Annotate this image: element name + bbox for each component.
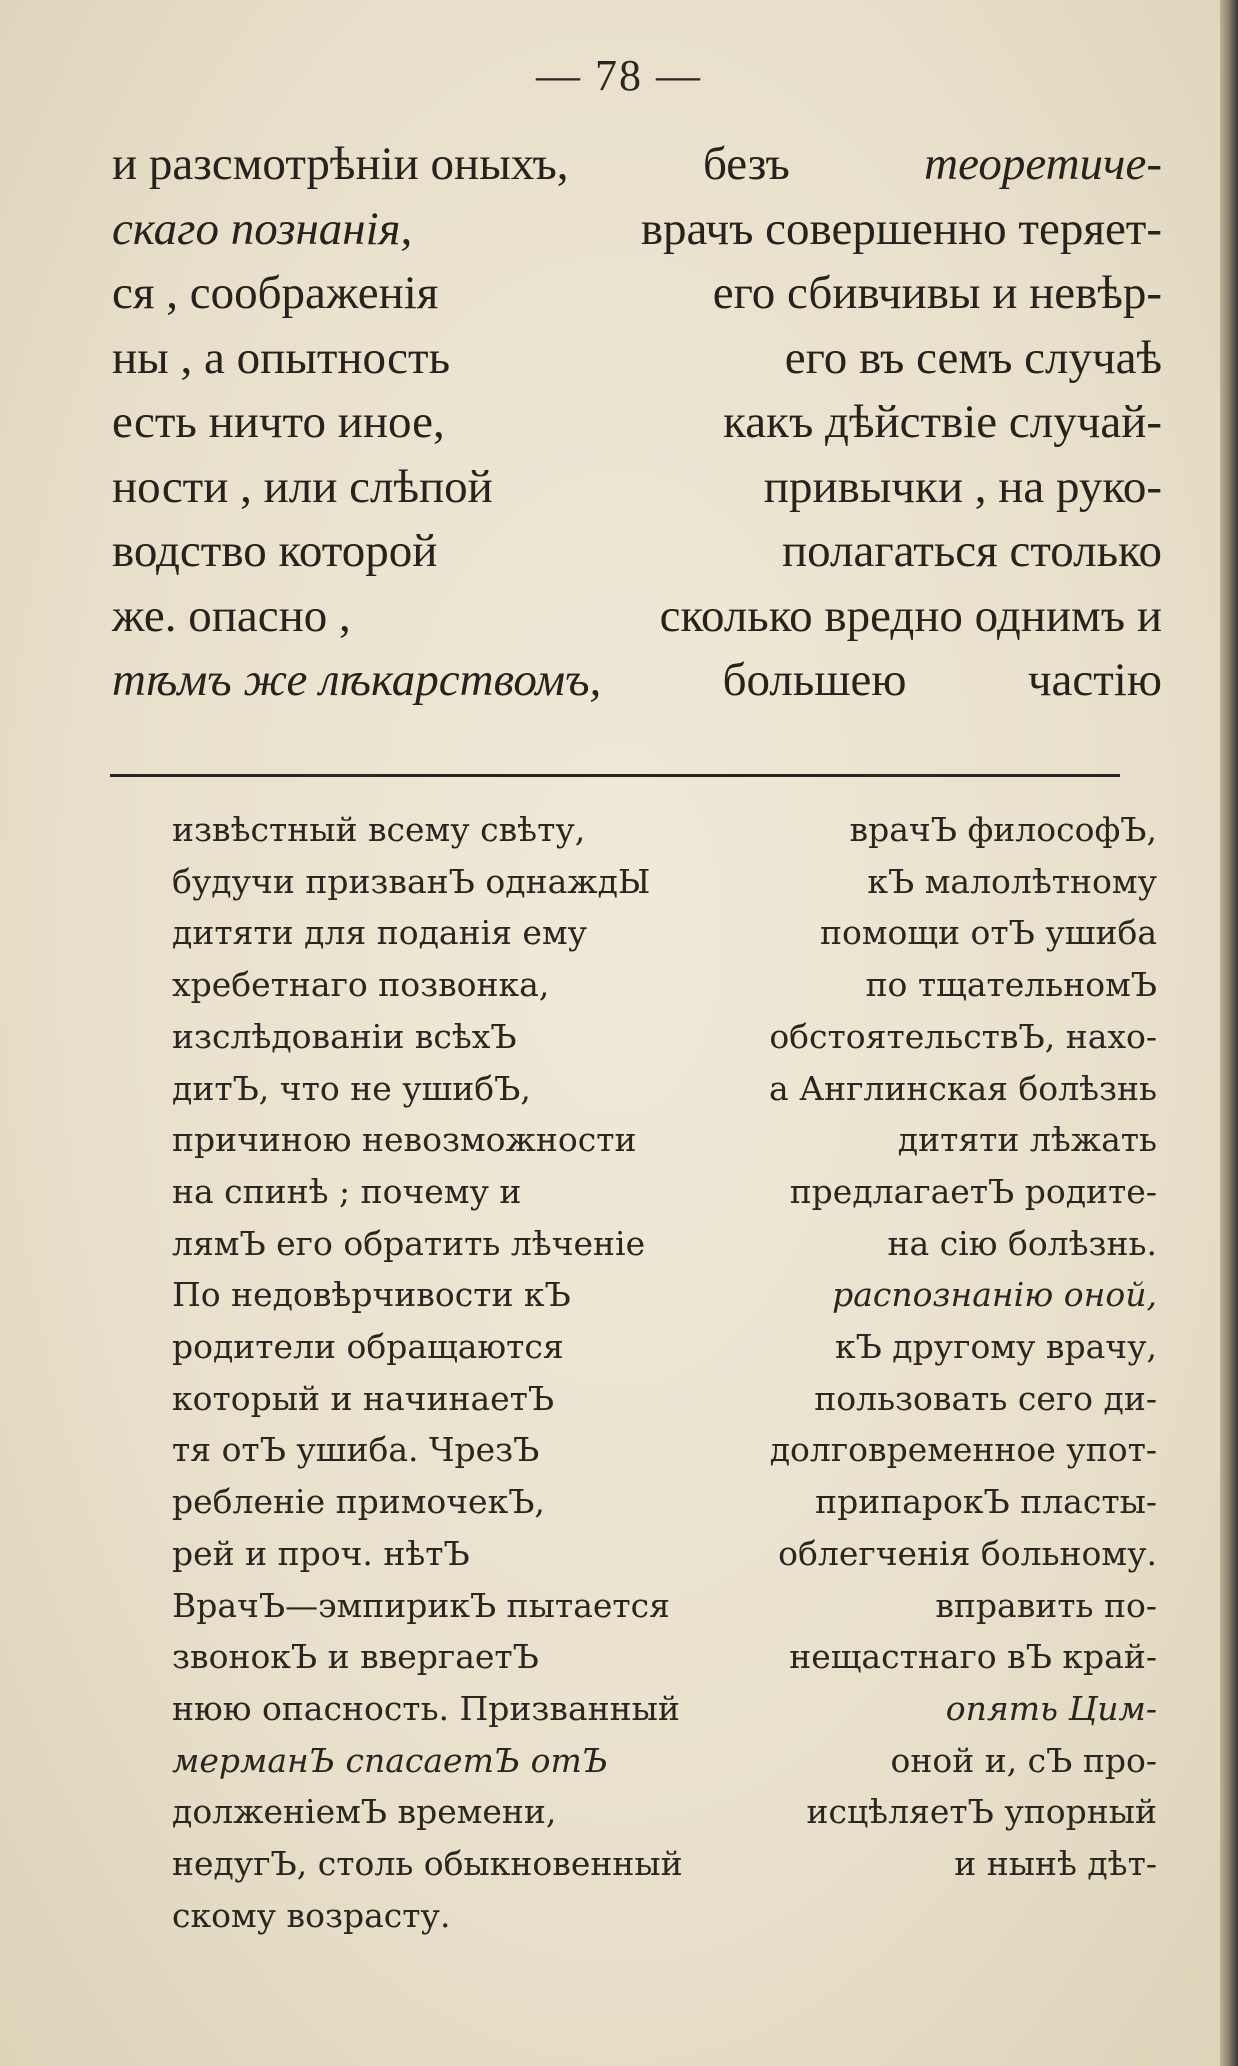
body-line-part: врачъ совершенно теряет- bbox=[640, 202, 1162, 255]
footnote-line-part: долговременное упот- bbox=[769, 1430, 1157, 1470]
footnote-line bbox=[172, 1735, 1157, 1787]
footnote-line-part: пользовать сего ди- bbox=[814, 1378, 1157, 1418]
footnote-line-part: который и начинаетЪ bbox=[172, 1378, 555, 1418]
footnote-text bbox=[172, 804, 1157, 1941]
footnote-line bbox=[172, 1373, 1157, 1425]
footnote-line-part: помощи отЪ ушиба bbox=[819, 913, 1157, 953]
footnote-line-part: кЪ другому врачу, bbox=[834, 1327, 1157, 1367]
footnote-line-part: опять Цим- bbox=[945, 1688, 1157, 1728]
footnote-line bbox=[172, 959, 1157, 1011]
body-line bbox=[112, 455, 1162, 520]
footnote-divider bbox=[110, 774, 1120, 777]
footnote-line-part: нещастнаго вЪ край- bbox=[789, 1637, 1157, 1677]
footnote-line bbox=[172, 1528, 1157, 1580]
body-line-part: полагаться столько bbox=[782, 525, 1162, 577]
footnote-line-part: долженіемЪ времени, bbox=[172, 1792, 557, 1832]
footnote-line-part: по тщательномЪ bbox=[865, 965, 1157, 1005]
footnote-line-part: оной и, сЪ про- bbox=[890, 1740, 1157, 1780]
footnote-line-part: дитЪ, что не ушибЪ, bbox=[172, 1068, 531, 1108]
footnote-line-part: недугЪ, столь обыкновенный bbox=[172, 1844, 683, 1884]
footnote-line bbox=[172, 1476, 1157, 1528]
footnote-line-part: нюю опасность. Призванный bbox=[172, 1688, 680, 1728]
body-line-part: частію bbox=[1027, 654, 1162, 706]
body-line-part: какъ дѣйствіе случай- bbox=[723, 396, 1162, 448]
footnote-line bbox=[172, 1114, 1157, 1166]
footnote-line-part: обстоятельствЪ, нахо- bbox=[769, 1016, 1157, 1056]
footnote-line-part: скому возрасту. bbox=[172, 1895, 451, 1935]
footnote-line-part: родители обращаются bbox=[172, 1327, 564, 1367]
footnote-line-part: лямЪ его обратить лѣченіе bbox=[172, 1223, 646, 1263]
footnote-line-part: врачЪ философЪ, bbox=[849, 810, 1157, 849]
footnote-line-part: изслѣдованіи всѣхЪ bbox=[172, 1016, 517, 1056]
footnote-line-part: вправить по- bbox=[935, 1585, 1157, 1625]
page-number: — 78 — bbox=[536, 51, 702, 100]
footnote-line-part: тя отЪ ушиба. ЧрезЪ bbox=[172, 1430, 540, 1470]
footnote-line bbox=[172, 1321, 1157, 1373]
body-line bbox=[112, 648, 1162, 713]
body-line bbox=[112, 519, 1162, 584]
footnote-line bbox=[172, 1424, 1157, 1476]
footnote-line bbox=[172, 1218, 1157, 1270]
footnote-line-part: рей и проч. нѣтЪ bbox=[172, 1533, 470, 1573]
footnote-line bbox=[172, 1838, 1157, 1890]
footnote-line bbox=[172, 1786, 1157, 1838]
footnote-line-part: предлагаетЪ родите- bbox=[789, 1171, 1157, 1211]
main-body-text bbox=[112, 132, 1162, 713]
footnote-line bbox=[172, 1269, 1157, 1321]
body-line-part: сколько вредно однимъ и bbox=[659, 589, 1162, 642]
body-line bbox=[112, 261, 1162, 326]
body-line-part: большею bbox=[722, 654, 907, 706]
footnote-line-part: ребленіе примочекЪ, bbox=[172, 1482, 545, 1522]
footnote-line bbox=[172, 1166, 1157, 1218]
footnote-line-part: дитяти лѣжать bbox=[897, 1120, 1157, 1160]
body-line-italic: тѣмъ же лѣкарствомъ, bbox=[112, 654, 602, 706]
body-line-italic: скаго познанія, bbox=[112, 202, 413, 255]
footnote-line-part: распознанію оной, bbox=[832, 1275, 1157, 1315]
body-line-part: водство которой bbox=[112, 525, 438, 577]
footnote-line-part: мерманЪ спасаетЪ отЪ bbox=[172, 1740, 608, 1780]
page-edge-shadow bbox=[1220, 0, 1238, 2066]
body-line-part: же. опасно , bbox=[112, 589, 351, 642]
footnote-line-part: дитяти для поданія ему bbox=[172, 913, 588, 953]
footnote-line-part: извѣстный всему свѣту, bbox=[172, 810, 586, 849]
body-line bbox=[112, 197, 1162, 262]
footnote-line-part: и нынѣ дѣт- bbox=[954, 1844, 1157, 1884]
body-line-part: и разсмотрѣніи оныхъ, bbox=[112, 138, 569, 190]
footnote-line-part: исцѣляетЪ упорный bbox=[806, 1792, 1157, 1832]
footnote-line-part: на сію болѣзнь. bbox=[887, 1223, 1157, 1263]
body-line-part: безъ bbox=[702, 138, 790, 190]
footnote-line-part: а Англинская болѣзнь bbox=[768, 1068, 1157, 1108]
footnote-line-part: хребетнаго позвонка, bbox=[172, 965, 550, 1005]
footnote-line-part: ВрачЪ—эмпирикЪ пытается bbox=[172, 1585, 670, 1625]
footnote-line-part: облегченія больному. bbox=[778, 1533, 1157, 1573]
body-line bbox=[112, 132, 1162, 197]
body-line-part: привычки , на руко- bbox=[763, 460, 1162, 513]
footnote-line-part: на спинѣ ; почему и bbox=[172, 1171, 522, 1211]
body-line-part: ности , или слѣпой bbox=[112, 460, 493, 513]
body-line bbox=[112, 390, 1162, 455]
body-line-part: его сбивчивы и невѣр- bbox=[712, 267, 1162, 319]
footnote-line-part: будучи призванЪ однаждЫ bbox=[172, 861, 651, 901]
body-line bbox=[112, 584, 1162, 649]
footnote-line bbox=[172, 1580, 1157, 1632]
footnote-line-part: причиною невозможности bbox=[172, 1120, 637, 1160]
footnote-line-part: По недовѣрчивости кЪ bbox=[172, 1275, 571, 1315]
body-line-part: ны , а опытность bbox=[112, 331, 451, 384]
body-line-part: его въ семъ случаѣ bbox=[784, 331, 1162, 384]
body-line bbox=[112, 326, 1162, 391]
footnote-line-part: припарокЪ пласты- bbox=[815, 1482, 1157, 1522]
body-line-part: ся , соображенія bbox=[112, 267, 439, 319]
footnote-line bbox=[172, 1631, 1157, 1683]
body-line-italic: теоретиче- bbox=[924, 138, 1162, 190]
footnote-line bbox=[172, 1063, 1157, 1115]
body-line-part: есть ничто иное, bbox=[112, 396, 445, 448]
footnote-line-part: кЪ малолѣтному bbox=[867, 861, 1157, 901]
footnote-line bbox=[172, 1683, 1157, 1735]
footnote-line bbox=[172, 1890, 1157, 1942]
footnote-line-part: звонокЪ и ввергаетЪ bbox=[172, 1637, 539, 1677]
footnote-line bbox=[172, 804, 1157, 856]
footnote-line bbox=[172, 1011, 1157, 1063]
footnote-line bbox=[172, 856, 1157, 908]
footnote-line bbox=[172, 907, 1157, 959]
